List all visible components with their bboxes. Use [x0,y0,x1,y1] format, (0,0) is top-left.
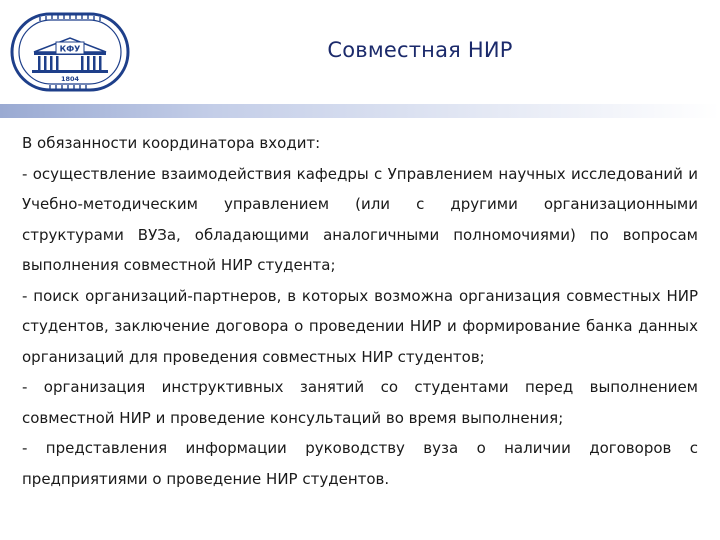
list-item: - организация инструктивных занятий со студентами перед выполнением совместной НИР и проведение консультаций во время выполнения; [22,378,698,427]
list-item: - представления информации руководству вуза о наличии договоров с предприятиями о проведение НИР студентов. [22,439,698,488]
intro-text: В обязанности координатора входит: [22,134,321,152]
content-body [22,128,698,494]
logo-abbr: КФУ [59,44,81,54]
list-item: - осуществление взаимодействия кафедры с Управлением научных исследований и Учебно-методическим управлением (или с другими организационными структурами ВУЗа, обладающими аналогичными полномочиями) по вопросам выполнения совместной НИР студента; [22,164,698,274]
header-divider [0,104,720,118]
list-item: - поиск организаций-партнеров, в которых возможна организация совместных НИР студентов, заключение договора о проведении НИР и формирование банка данных организаций для проведения совместных НИР студентов; [22,286,698,366]
page-title: Совместная НИР [327,38,513,62]
university-emblem-icon [10,12,130,92]
logo-year: 1804 [60,75,80,83]
